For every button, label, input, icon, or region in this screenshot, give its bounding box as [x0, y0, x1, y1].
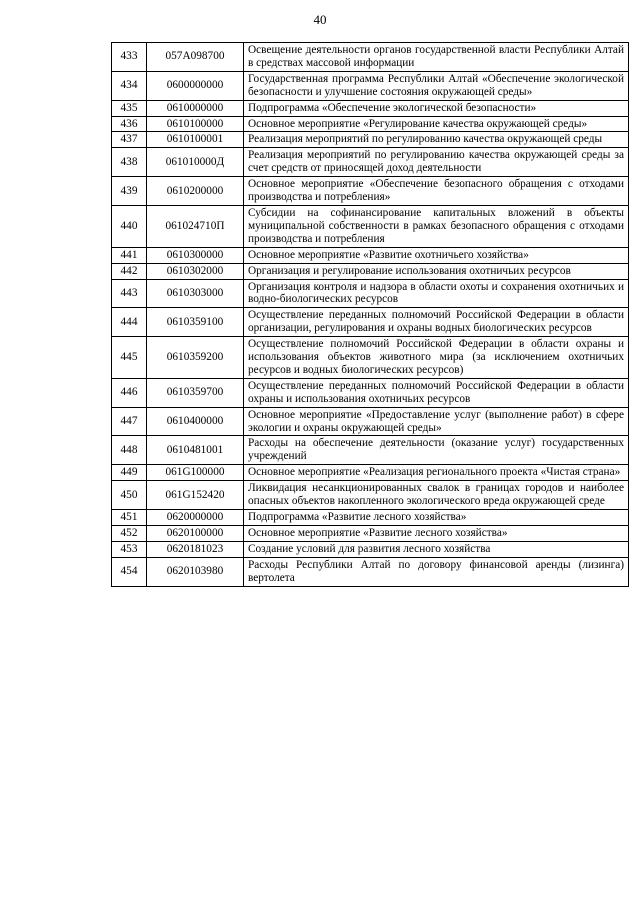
row-number: 433	[112, 43, 147, 72]
row-description: Организация контроля и надзора в области охоты и сохранения охотничьих и водно-биологических ресурсов	[244, 279, 629, 308]
table-row	[112, 436, 629, 465]
row-code: 0620000000	[147, 510, 244, 526]
row-code: 0610303000	[147, 279, 244, 308]
row-code: 061G100000	[147, 465, 244, 481]
table-row	[112, 71, 629, 100]
row-description: Реализация мероприятий по регулированию качества окружающей среды за счет средств от приносящей доход деятельности	[244, 148, 629, 177]
row-code: 0610481001	[147, 436, 244, 465]
row-code: 0620100000	[147, 525, 244, 541]
row-number: 442	[112, 263, 147, 279]
row-description: Организация и регулирование использования охотничьих ресурсов	[244, 263, 629, 279]
page-number: 40	[313, 12, 327, 27]
row-code: 0610100000	[147, 116, 244, 132]
table-row	[112, 100, 629, 116]
table-row	[112, 541, 629, 557]
table-row	[112, 205, 629, 247]
table-row	[112, 148, 629, 177]
row-description: Осуществление переданных полномочий Российской Федерации в области охраны и использования охотничьих ресурсов	[244, 378, 629, 407]
row-number: 434	[112, 71, 147, 100]
table-row	[112, 465, 629, 481]
row-code: 0610300000	[147, 247, 244, 263]
row-description: Расходы на обеспечение деятельности (оказание услуг) государственных учреждений	[244, 436, 629, 465]
row-number: 435	[112, 100, 147, 116]
row-code: 0610100001	[147, 132, 244, 148]
table-row	[112, 481, 629, 510]
row-description: Подпрограмма «Развитие лесного хозяйства»	[244, 510, 629, 526]
row-code: 0620103980	[147, 557, 244, 586]
row-code: 0610400000	[147, 407, 244, 436]
row-code: 061010000Д	[147, 148, 244, 177]
row-description: Государственная программа Республики Алтай «Обеспечение экологической безопасности и улучшение состояния окружающей среды»	[244, 71, 629, 100]
table-row	[112, 510, 629, 526]
row-number: 440	[112, 205, 147, 247]
table-row	[112, 557, 629, 586]
row-description: Основное мероприятие «Предоставление услуг (выполнение работ) в сфере экологии и охраны окружающей среды»	[244, 407, 629, 436]
row-number: 448	[112, 436, 147, 465]
table-row	[112, 116, 629, 132]
row-number: 436	[112, 116, 147, 132]
row-description: Основное мероприятие «Развитие охотничьего хозяйства»	[244, 247, 629, 263]
table-row	[112, 279, 629, 308]
budget-codes-table	[111, 42, 629, 587]
row-code: 057A098700	[147, 43, 244, 72]
row-description: Осуществление полномочий Российской Федерации в области охраны и использования объектов животного мира (за исключением охотничьих ресурсов и водных биологических ресурсов)	[244, 337, 629, 379]
table-row	[112, 247, 629, 263]
row-description: Осуществление переданных полномочий Российской Федерации в области организации, регулирования и охраны водных биологических ресурсов	[244, 308, 629, 337]
row-description: Освещение деятельности органов государственной власти Республики Алтай в средствах массовой информации	[244, 43, 629, 72]
row-number: 454	[112, 557, 147, 586]
row-code: 0620181023	[147, 541, 244, 557]
row-number: 452	[112, 525, 147, 541]
row-number: 453	[112, 541, 147, 557]
table-row	[112, 132, 629, 148]
row-number: 444	[112, 308, 147, 337]
row-description: Подпрограмма «Обеспечение экологической безопасности»	[244, 100, 629, 116]
row-number: 441	[112, 247, 147, 263]
row-number: 451	[112, 510, 147, 526]
row-number: 445	[112, 337, 147, 379]
row-description: Ликвидация несанкционированных свалок в границах городов и наиболее опасных объектов накопленного экологического вреда окружающей среде	[244, 481, 629, 510]
table-row	[112, 177, 629, 206]
row-number: 437	[112, 132, 147, 148]
row-description: Основное мероприятие «Обеспечение безопасного обращения с отходами производства и потребления»	[244, 177, 629, 206]
table-row	[112, 263, 629, 279]
row-code: 0610359200	[147, 337, 244, 379]
row-number: 450	[112, 481, 147, 510]
row-code: 0610359100	[147, 308, 244, 337]
row-description: Основное мероприятие «Реализация регионального проекта «Чистая страна»	[244, 465, 629, 481]
table-row	[112, 378, 629, 407]
row-description: Создание условий для развития лесного хозяйства	[244, 541, 629, 557]
row-number: 447	[112, 407, 147, 436]
row-description: Основное мероприятие «Регулирование качества окружающей среды»	[244, 116, 629, 132]
row-number: 438	[112, 148, 147, 177]
row-description: Расходы Республики Алтай по договору финансовой аренды (лизинга) вертолета	[244, 557, 629, 586]
row-code: 061024710П	[147, 205, 244, 247]
row-description: Реализация мероприятий по регулированию качества окружающей среды	[244, 132, 629, 148]
table-body	[112, 43, 629, 587]
row-code: 0600000000	[147, 71, 244, 100]
row-description: Субсидии на софинансирование капитальных вложений в объекты муниципальной собственности в рамках безопасного обращения с отходами производства и потребления	[244, 205, 629, 247]
row-code: 061G152420	[147, 481, 244, 510]
row-number: 449	[112, 465, 147, 481]
table-row	[112, 525, 629, 541]
row-description: Основное мероприятие «Развитие лесного хозяйства»	[244, 525, 629, 541]
row-code: 0610000000	[147, 100, 244, 116]
row-code: 0610200000	[147, 177, 244, 206]
row-number: 446	[112, 378, 147, 407]
row-number: 443	[112, 279, 147, 308]
row-code: 0610359700	[147, 378, 244, 407]
row-number: 439	[112, 177, 147, 206]
table-row	[112, 407, 629, 436]
table-row	[112, 337, 629, 379]
table-row	[112, 43, 629, 72]
row-code: 0610302000	[147, 263, 244, 279]
table-row	[112, 308, 629, 337]
